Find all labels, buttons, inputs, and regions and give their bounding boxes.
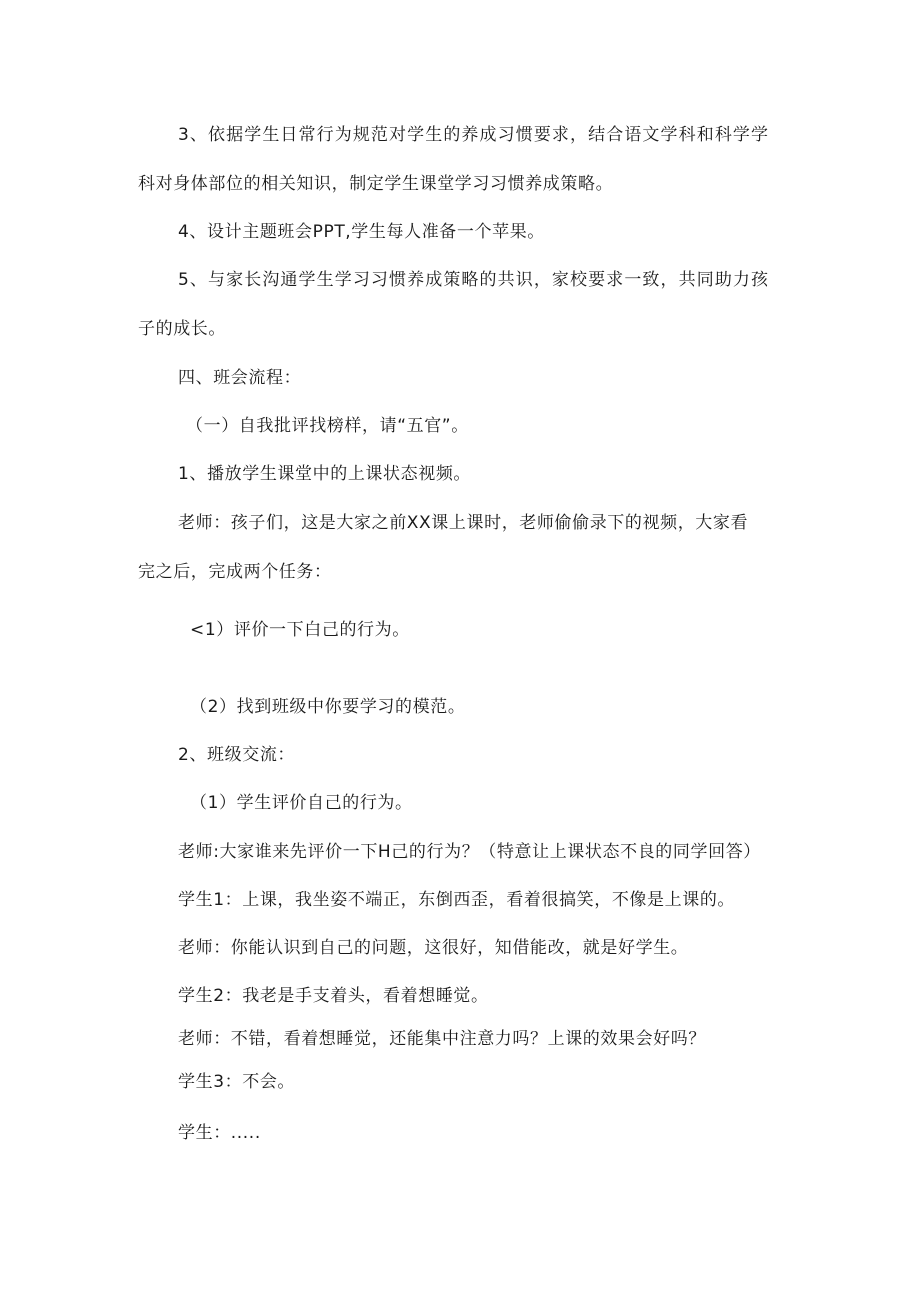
dialogue-teacher-2: 老师：你能认识到自己的问题，这很好，知借能改，就是好学生。 xyxy=(178,938,689,958)
section-heading-class-process: 四、班会流程： xyxy=(178,368,302,388)
task-2: （2）找到班级中你要学习的模范。 xyxy=(190,697,466,717)
paragraph-5-line-2: 子的成长。 xyxy=(138,319,226,339)
step-1-play-video: 1、播放学生课堂中的上课状态视频。 xyxy=(178,464,472,484)
dialogue-student-1: 学生1：上课，我坐姿不端正，东倒西歪，看着很搞笑，不像是上课的。 xyxy=(178,890,736,910)
paragraph-4: 4、设计主题班会PPT,学生每人准备一个苹果。 xyxy=(178,222,545,242)
dialogue-teacher-1: 老师:大家谁来先评价一下H己的行为？（特意让上课状态不良的同学回答） xyxy=(178,842,761,862)
subheading-self-criticism: （一）自我批评找榜样，请“五官”。 xyxy=(186,416,469,436)
paragraph-3-line-1: 3、依据学生日常行为规范对学生的养成习惯要求，结合语文学科和科学学 xyxy=(178,125,770,145)
exchange-item-1: （1）学生评价自己的行为。 xyxy=(190,793,413,813)
dialogue-teacher-3: 老师：不错，看着想睡觉，还能集中注意力吗？上课的效果会好吗？ xyxy=(178,1029,706,1049)
dialogue-student-3: 学生3：不会。 xyxy=(178,1072,296,1092)
teacher-instruction-line-2: 完之后，完成两个任务： xyxy=(138,562,332,582)
paragraph-3-line-2: 科对身体部位的相关知识，制定学生课堂学习习惯养成策略。 xyxy=(138,174,614,194)
teacher-instruction-line-1: 老师：孩子们，这是大家之前XX课上课时，老师偷偷录下的视频，大家看 xyxy=(178,513,749,533)
dialogue-student-2: 学生2：我老是手支着头，看着想睡觉。 xyxy=(178,986,489,1006)
paragraph-5-line-1: 5、与家长沟通学生学习习惯养成策略的共识，家校要求一致，共同助力孩 xyxy=(178,270,770,290)
dialogue-student-ellipsis: 学生：..... xyxy=(178,1123,261,1143)
task-1: <1）评价一下白己的行为。 xyxy=(190,620,410,640)
step-2-class-exchange: 2、班级交流： xyxy=(178,745,296,765)
